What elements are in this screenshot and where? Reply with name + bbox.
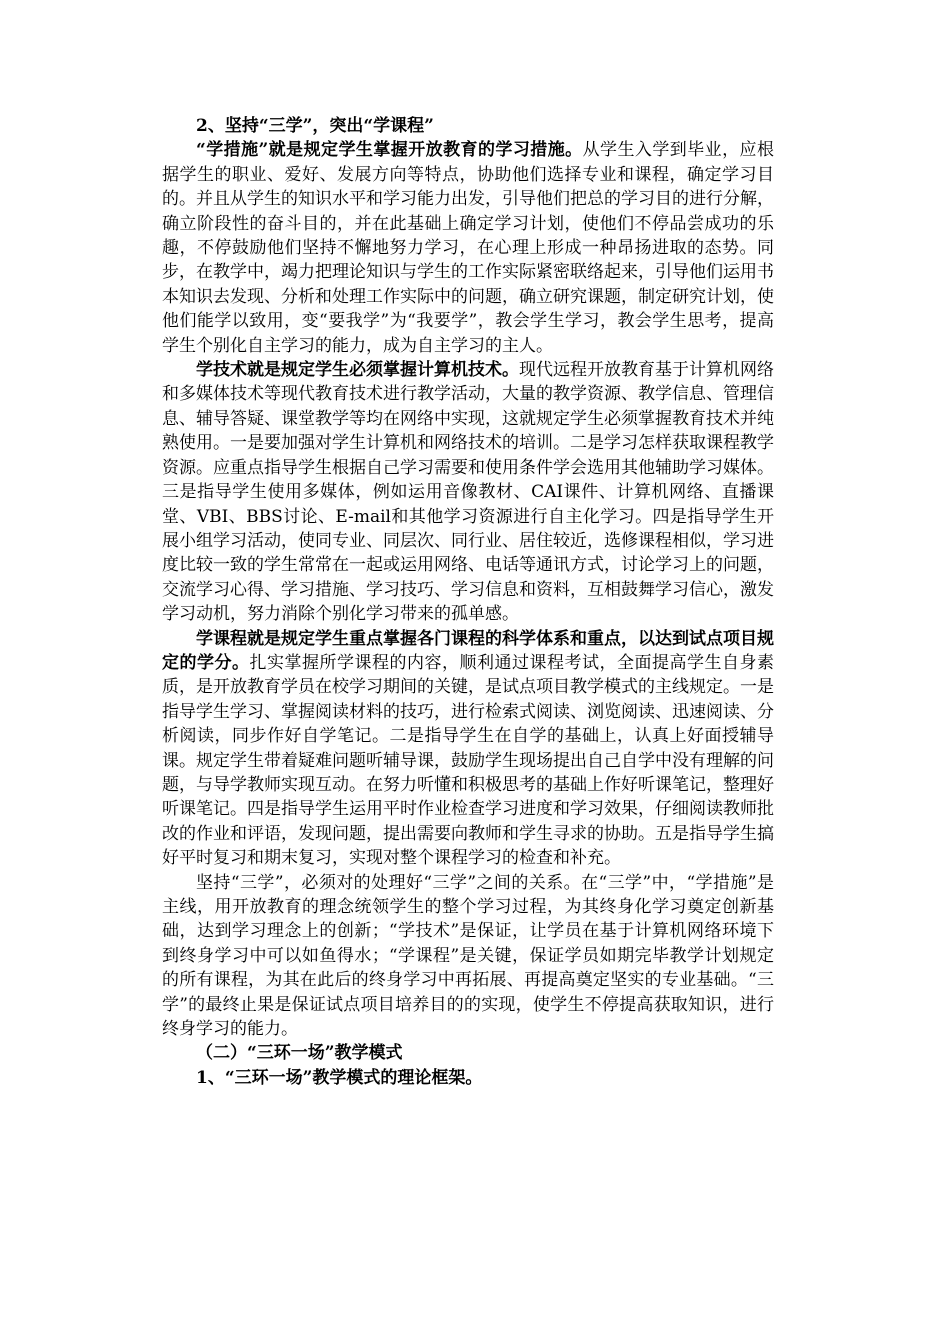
paragraph-body: 坚持“三学”，必须对的处理好“三学”之间的关系。在“三学”中，“学措施”是主线，用开放教育的理念统领学生的整个学习过程，为其终身化学习奠定创新基础，达到学习理念上的创新；“学技术”是保证，让学员在基于计算机网络环境下到终身学习中可以如鱼得水；“学课程”是关键，保证学员如期完毕教学计划规定的所有课程，为其在此后的终身学习中再拓展、再提高奠定坚实的专业基础。“三学”的最终止果是保证试点项目培养目的的实现，使学生不停提高获取知识，进行终身学习的能力。 [162,872,774,1040]
document-page [162,114,774,1090]
paragraph-body: 从学生入学到毕业，应根据学生的职业、爱好、发展方向等特点，协助他们选择专业和课程，确定学习目的。并且从学生的知识水平和学习能力出发，引导他们把总的学习目的进行分解，确立阶段性的奋斗目的，并在此基础上确定学习计划，使他们不停品尝成功的乐趣，不停鼓励他们坚持不懈地努力学习，在心理上形成一种昂扬进取的态势。同步，在教学中，竭力把理论知识与学生的工作实际紧密联络起来，引导他们运用书本知识去发现、分析和处理工作实际中的问题，确立研究课题，制定研究计划，使他们能学以致用，变“要我学”为“我要学”，教会学生学习，教会学生思考，提高学生个别化自主学习的能力，成为自主学习的主人。 [162,140,774,356]
paragraph-three-studies-summary [162,871,774,1042]
paragraph-body: 扎实掌握所学课程的内容，顺利通过课程考试，全面提高学生自身素质，是开放教育学员在校学习期间的关键，是试点项目教学模式的主线规定。一是指导学生学习、掌握阅读材料的技巧，进行检索式阅读、浏览阅读、迅速阅读、分析阅读，同步作好自学笔记。二是指导学生在自学的基础上，认真上好面授辅导课。规定学生带着疑难问题听辅导课，鼓励学生现场提出自己自学中没有理解的问题，与导学教师实现互动。在努力听懂和积极思考的基础上作好听课笔记，整理好听课笔记。四是指导学生运用平时作业检查学习进度和学习效果，仔细阅读教师批改的作业和评语，发现问题，提出需要向教师和学生寻求的协助。五是指导学生搞好平时复习和期末复习，实现对整个课程学习的检查和补充。 [162,652,774,869]
item-heading: 1、“三环一场”教学模式的理论框架。 [196,1067,483,1088]
paragraph-body: 现代远程开放教育基于计算机网络和多媒体技术等现代教育技术进行教学活动，大量的教学资源、教学信息、管理信息、辅导答疑、课堂教学等均在网络中实现，这就规定学生必须掌握教育技术并纯熟使用。一是要加强对学生计算机和网络技术的培训。二是学习怎样获取课程教学资源。应重点指导学生根据自己学习需要和使用条件学会选用其他辅助学习媒体。三是指导学生使用多媒体，例如运用音像教材、CAI课件、计算机网络、直播课堂、VBI、BBS讨论、E-mail和其他学习资源进行自主化学习。四是指导学生开展小组学习活动，使同专业、同层次、同行业、居住较近，选修课程相似，学习进度比较一致的学生常常在一起或运用网络、电话等通讯方式，讨论学习上的问题，交流学习心得、学习措施、学习技巧、学习信息和资料，互相鼓舞学习信心，激发学习动机，努力消除个别化学习带来的孤单感。 [162,360,774,625]
paragraph-lead: 学课程就是规定学生重点掌握各门课程的科学体系和重点，以达到试点项目规定的学分。 [162,628,774,673]
paragraph-study-courses [162,627,774,871]
paragraph-lead: 学技术就是规定学生必须掌握计算机技术。 [196,360,519,381]
paragraph-study-methods [162,138,774,358]
paragraph-study-technology [162,358,774,626]
subsection-heading: （二）“三环一场”教学模式 [196,1043,403,1064]
paragraph-lead: “学措施”就是规定学生掌握开放教育的学习措施。 [196,140,583,161]
section-heading: 2、坚持“三学”，突出“学课程” [196,116,434,136]
